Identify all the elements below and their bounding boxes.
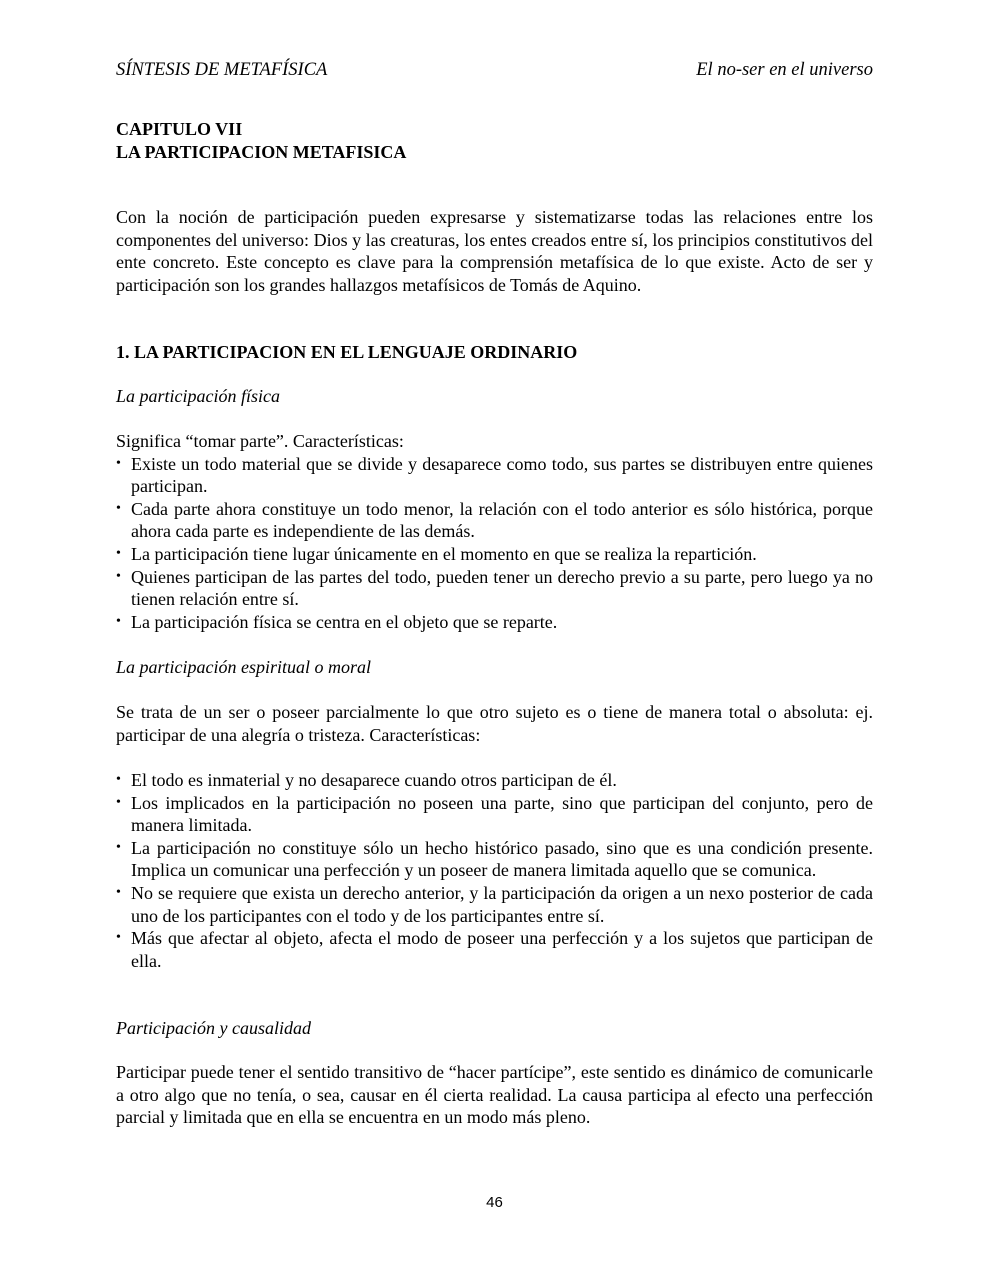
spiritual-lead: Se trata de un ser o poseer parcialmente lo que otro sujeto es o tiene de manera total o absoluta: ej. participar de una alegría o tristeza. Características: [116,702,873,745]
causality-heading: Participación y causalidad [116,1018,311,1038]
bullet-icon: • [116,613,121,629]
chapter-heading [116,118,406,164]
bullet-icon: • [116,500,121,516]
document-page [116,0,873,1280]
list-item: • Cada parte ahora constituye un todo menor, la relación con el todo anterior es sólo histórica, porque ahora cada parte es independiente de las demás. [116,498,873,542]
bullet-icon: • [116,772,121,787]
bullet-icon: • [116,794,121,810]
physical-lead: Significa “tomar parte”. Características: [116,431,404,451]
section-1-title: 1. LA PARTICIPACION EN EL LENGUAJE ORDINARIO [116,342,578,362]
section-1-heading-block [116,341,873,364]
chapter-number: CAPITULO VII [116,119,243,139]
bullet-icon: • [116,930,121,946]
list-item: • La participación física se centra en el objeto que se reparte. [116,611,558,632]
physical-heading: La participación física [116,386,280,406]
spiritual-lead-block [116,701,873,746]
bullet-icon: • [116,545,121,561]
list-item: • La participación no constituye sólo un hecho histórico pasado, sino que es una condición presente. Implica un comunicar una perfección y un poseer de manera limitada aquello que se comunica. [116,837,873,881]
physical-block [116,430,873,633]
running-header [116,58,873,82]
chapter-title: LA PARTICIPACION METAFISICA [116,142,407,162]
list-item: • No se requiere que exista un derecho anterior, y la participación da origen a un nexo posterior de cada uno de los participantes con el todo y de los participantes entre sí. [116,882,873,926]
list-item: • Quienes participan de las partes del todo, pueden tener un derecho previo a su parte, pero luego ya no tienen relación entre sí. [116,566,873,610]
intro-block [116,206,873,296]
bullet-icon: • [116,884,121,900]
list-item: • La participación tiene lugar únicamente en el momento en que se realiza la repartición. [116,543,757,564]
causality-paragraph: Participar puede tener el sentido transitivo de “hacer partícipe”, este sentido es dinámico de comunicarle a otro algo que no tenía, o sea, causar en él cierta realidad. La causa participa al efecto una perfección parcial y limitada que en ella se encuentra en un modo más pleno. [116,1062,873,1128]
bullet-icon: • [116,568,121,584]
causality-subhead-block [116,1017,873,1040]
list-item: • El todo es inmaterial y no desaparece cuando otros participan de él. [116,770,617,790]
bullet-icon: • [116,455,121,471]
page-number: 46 [486,1194,503,1211]
causality-block [116,1061,873,1129]
list-item: • Los implicados en la participación no poseen una parte, sino que participan del conjunto, pero de manera limitada. [116,792,873,836]
bullet-icon: • [116,839,121,855]
spiritual-subhead-block [116,656,873,679]
spiritual-bullet-list [116,769,873,972]
list-item: • Existe un todo material que se divide y desaparece como todo, sus partes se distribuyen entre quienes participan. [116,453,873,497]
header-book-title: SÍNTESIS DE METAFÍSICA [116,60,328,80]
physical-subhead-block [116,385,873,408]
header-chapter-title: El no-ser en el universo [696,60,873,80]
spiritual-heading: La participación espiritual o moral [116,657,372,677]
list-item: • Más que afectar al objeto, afecta el modo de poseer una perfección y a los sujetos que participan de ella. [116,928,873,971]
physical-bullet-list [116,453,873,634]
spiritual-list-block [116,769,873,972]
intro-paragraph: Con la noción de participación pueden expresarse y sistematizarse todas las relaciones entre los componentes del universo: Dios y las creaturas, los entes creados entre sí, los principios constitutivos del ente concreto. Este concepto es clave para la comprensión metafísica de lo que existe. Acto de ser y participación son los grandes hallazgos metafísicos de Tomás de Aquino. [116,207,873,295]
